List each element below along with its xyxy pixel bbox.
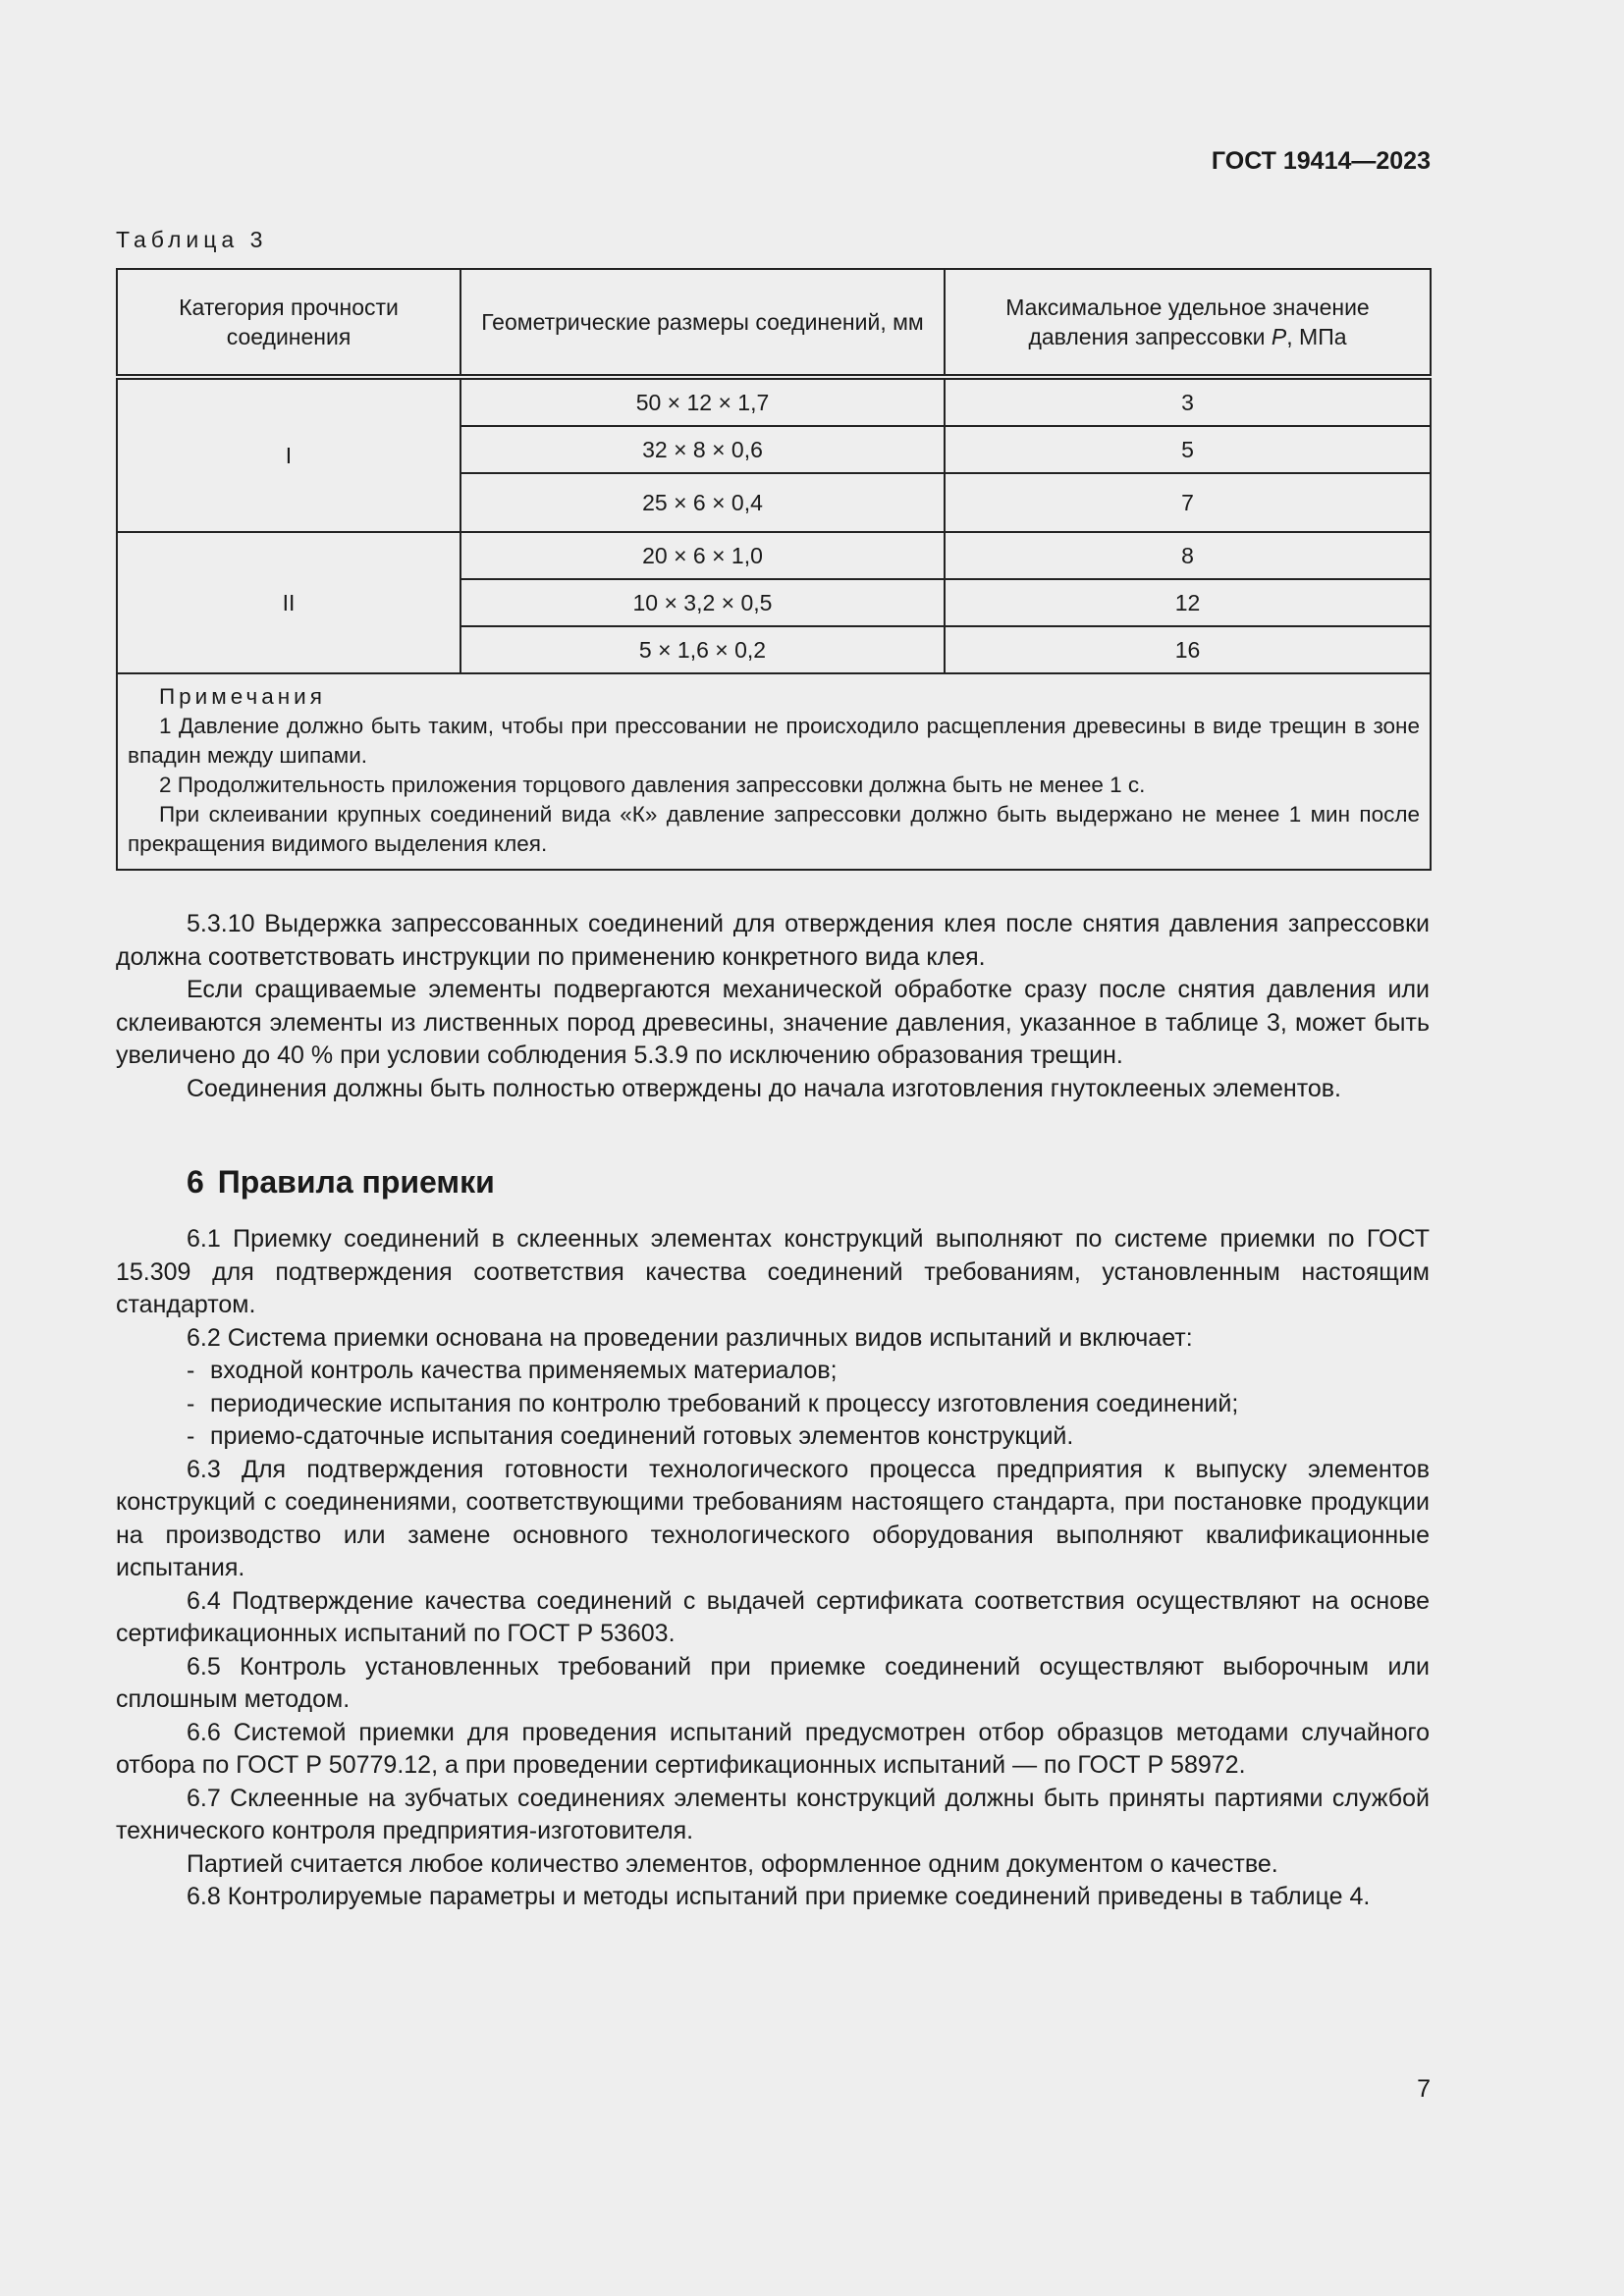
table-notes [117, 673, 1431, 870]
paragraph-6-7: 6.7 Склеенные на зубчатых соединениях элементы конструкций должны быть приняты партиями службой технического контроля предприятия-изготовителя. [116, 1784, 1430, 1844]
col-header-pressure: Максимальное удельное значение давления запрессовки P, МПа [945, 269, 1431, 377]
list-dash: - [187, 1357, 195, 1384]
table-header-row [117, 269, 1431, 377]
table-notes-row [117, 673, 1431, 870]
size-cell: 50 × 12 × 1,7 [460, 377, 945, 426]
paragraph: Партией считается любое количество элементов, оформленное одним документом о качестве. [187, 1849, 1278, 1878]
paragraph-6-2: 6.2 Система приемки основана на проведении различных видов испытаний и включает: [187, 1323, 1193, 1352]
size-cell: 5 × 1,6 × 0,2 [460, 626, 945, 673]
category-cell: II [117, 532, 460, 673]
table-3 [116, 268, 1430, 871]
pressure-cell: 12 [945, 579, 1431, 626]
note-item: При склеивании крупных соединений вида «К» давление запрессовки должно быть выдержано не менее 1 мин после прекращения видимого выделения клея. [128, 802, 1420, 856]
notes-title: Примечания [159, 684, 326, 709]
list-item: - периодические испытания по контролю требований к процессу изготовления соединений; [116, 1388, 1430, 1421]
paragraph-6-6: 6.6 Системой приемки для проведения испытаний предусмотрен отбор образцов методами случайного отбора по ГОСТ Р 50779.12, а при проведении сертификационных испытаний — по ГОСТ Р 58972. [116, 1718, 1430, 1779]
paragraph-6-1: 6.1 Приемку соединений в склеенных элементах конструкций выполняют по системе приемки по ГОСТ 15.309 для подтверждения соответствия качества соединений требованиям, установленным настоящим стандартом. [116, 1225, 1430, 1318]
col-header-size: Геометрические размеры соединений, мм [460, 269, 945, 377]
section-heading [187, 1162, 1430, 1201]
category-cell: I [117, 377, 460, 532]
list-item: - входной контроль качества применяемых материалов; [116, 1355, 1430, 1388]
table-row [117, 377, 1431, 426]
note-item: 1 Давление должно быть таким, чтобы при прессовании не происходило расщепления древесины в виде трещин в зоне впадин между шипами. [128, 714, 1420, 768]
list-dash: - [187, 1422, 195, 1450]
table-caption: Таблица 3 [116, 227, 268, 252]
paragraph-6-5: 6.5 Контроль установленных требований при приемке соединений осуществляют выборочным или сплошным методом. [116, 1652, 1430, 1713]
paragraph: Если сращиваемые элементы подвергаются механической обработке сразу после снятия давления или склеиваются элементы из лиственных пород древесины, значение давления, указанное в таблице 3, может быть увеличено до 40 % при условии соблюдения 5.3.9 по исключению образования трещин. [116, 976, 1430, 1069]
section-title: Правила приемки [217, 1164, 495, 1200]
paragraph: Соединения должны быть полностью отверждены до начала изготовления гнутоклееных элементов. [187, 1074, 1341, 1102]
col-header-category: Категория прочности соединения [117, 269, 460, 377]
note-item: 2 Продолжительность приложения торцового давления запрессовки должна быть не менее 1 с. [159, 773, 1146, 797]
size-cell: 32 × 8 × 0,6 [460, 426, 945, 473]
document-id: ГОСТ 19414—2023 [1211, 147, 1431, 175]
list-item: - приемо-сдаточные испытания соединений готовых элементов конструкций. [116, 1420, 1430, 1454]
paragraph-6-4: 6.4 Подтверждение качества соединений с выдачей сертификата соответствия осуществляют на основе сертификационных испытаний по ГОСТ Р 53603. [116, 1586, 1430, 1647]
page-number: 7 [1417, 2075, 1431, 2103]
pressure-cell: 7 [945, 473, 1431, 532]
pressure-cell: 3 [945, 377, 1431, 426]
pressure-table [116, 268, 1432, 871]
paragraph-6-3: 6.3 Для подтверждения готовности технологического процесса предприятия к выпуску элементов конструкций с соединениями, соответствующими требованиям настоящего стандарта, при постановке продукции на производство или замене основного технологического оборудования выполняют квалификационные испытания. [116, 1455, 1430, 1581]
section-number: 6 [187, 1164, 204, 1200]
pressure-cell: 8 [945, 532, 1431, 579]
size-cell: 10 × 3,2 × 0,5 [460, 579, 945, 626]
size-cell: 20 × 6 × 1,0 [460, 532, 945, 579]
table-row [117, 532, 1431, 579]
pressure-cell: 16 [945, 626, 1431, 673]
list-dash: - [187, 1389, 195, 1417]
pressure-cell: 5 [945, 426, 1431, 473]
size-cell: 25 × 6 × 0,4 [460, 473, 945, 532]
paragraph-5-3-10: 5.3.10 Выдержка запрессованных соединений для отверждения клея после снятия давления запрессовки должна соответствовать инструкции по применению конкретного вида клея. [116, 910, 1430, 971]
paragraph-6-8: 6.8 Контролируемые параметры и методы испытаний при приемке соединений приведены в таблице 4. [187, 1883, 1371, 1910]
document-body [116, 908, 1430, 1914]
